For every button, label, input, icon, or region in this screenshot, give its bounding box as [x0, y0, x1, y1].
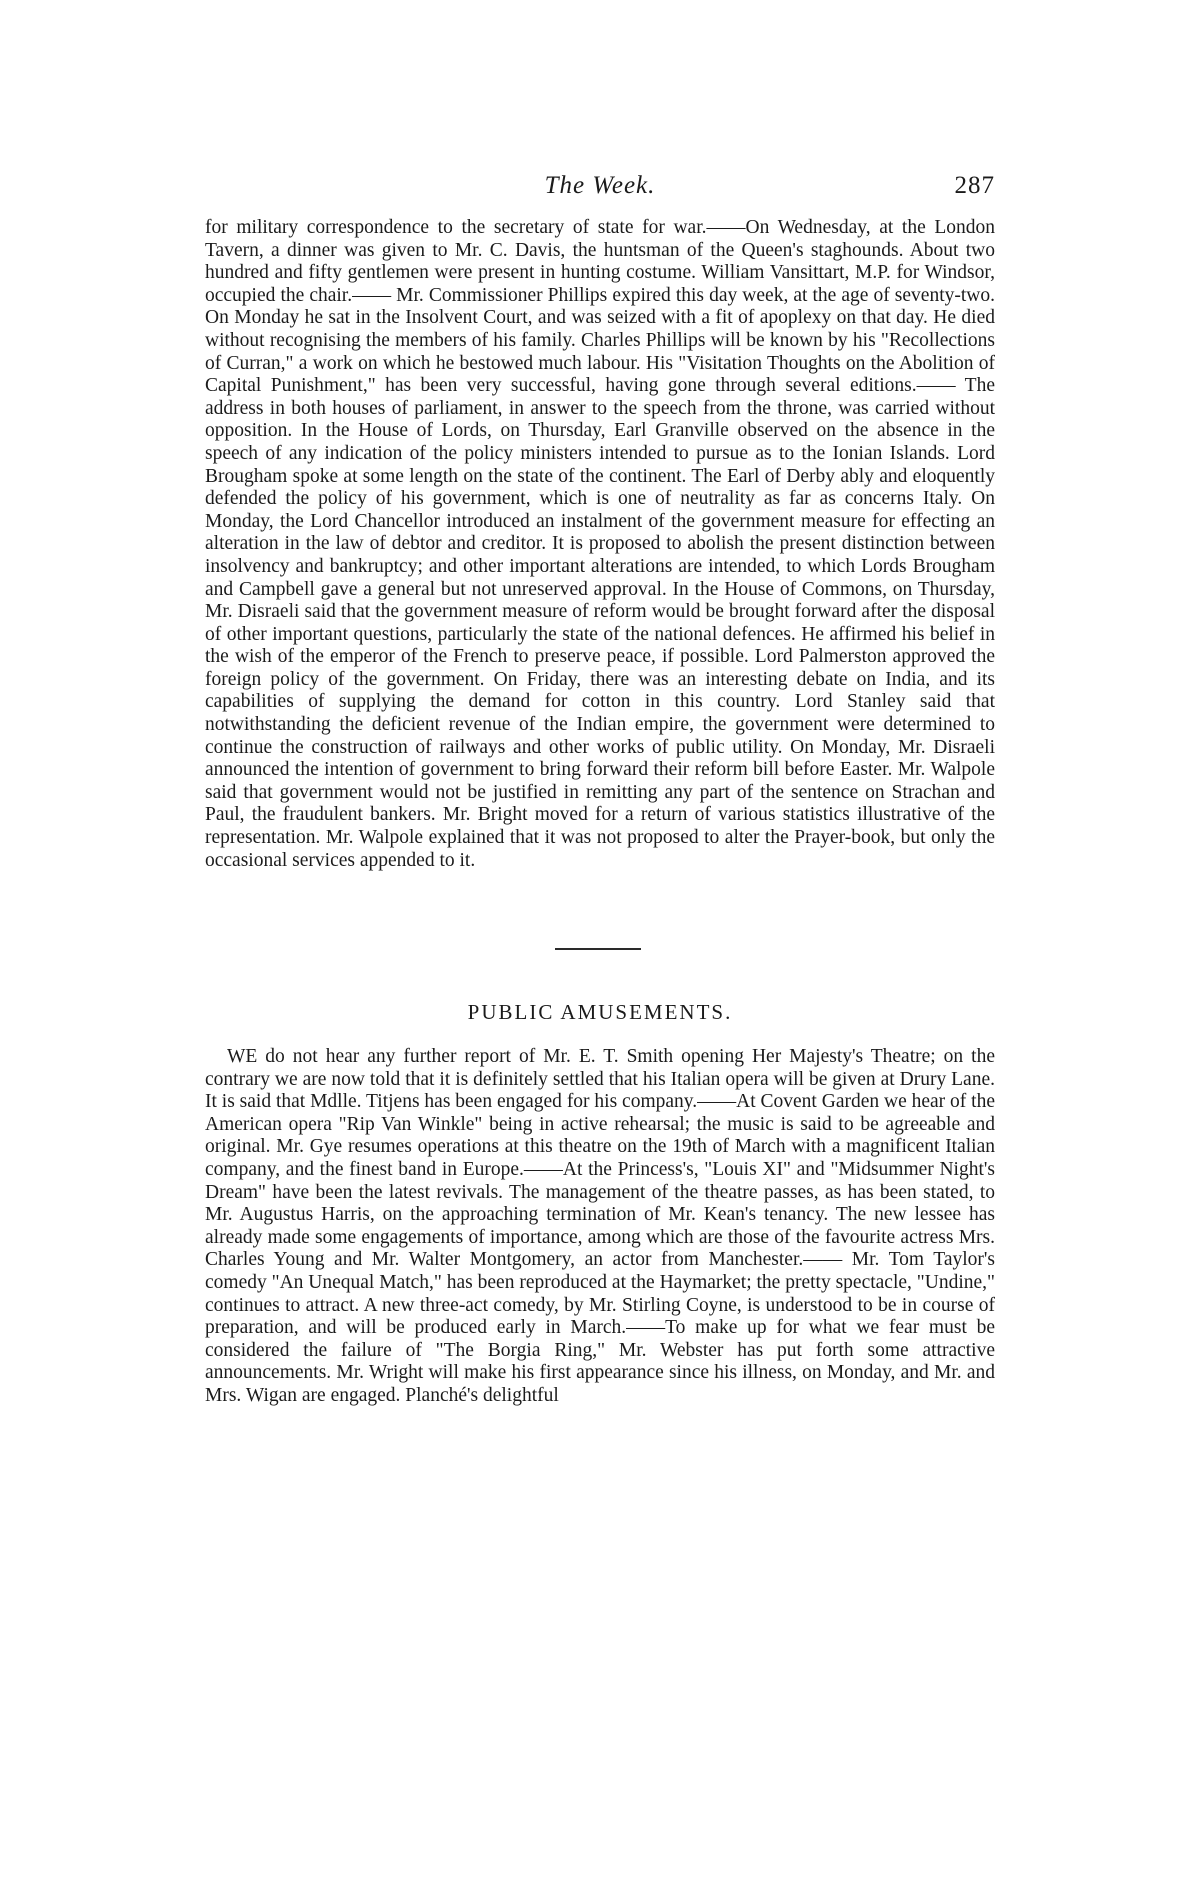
amusements-column	[205, 1046, 995, 1408]
section-divider-rule	[555, 948, 641, 950]
page-number: 287	[954, 172, 995, 199]
section-heading: PUBLIC AMUSEMENTS.	[467, 1000, 733, 1024]
week-column	[205, 217, 995, 872]
amusements-paragraph: WE do not hear any further report of Mr. E. T. Smith opening Her Majesty's Theatre; on the contrary we are now told that it is definitely settled that his Italian opera will be given at Drury Lane. It is said that Mdlle. Titjens has been engaged for his company.——At Covent Garden we hear of the American opera "Rip Van Winkle" being in active rehearsal; the music is said to be agreeable and original. Mr. Gye resumes operations at this theatre on the 19th of March with a magnificent Italian company, and the finest band in Europe.——At the Princess's, "Louis XI" and "Midsummer Night's Dream" have been the latest revivals. The management of the theatre passes, as has been stated, to Mr. Augustus Harris, on the approaching termination of Mr. Kean's tenancy. The new lessee has already made some engagements of importance, among which are those of the favourite actress Mrs. Charles Young and Mr. Walter Montgomery, an actor from Manchester.—— Mr. Tom Taylor's comedy "An Unequal Match," has been reproduced at the Haymarket; the pretty spectacle, "Undine," continues to attract. A new three-act comedy, by Mr. Stirling Coyne, is understood to be in course of preparation, and will be produced early in March.——To make up for what we fear must be considered the failure of "The Borgia Ring," Mr. Webster has put forth some attractive announcements. Mr. Wright will make his first appearance since his illness, on Monday, and Mr. and Mrs. Wigan are engaged. Planché's delightful	[205, 1046, 995, 1406]
week-paragraph: for military correspondence to the secretary of state for war.——On Wednesday, at the London Tavern, a dinner was given to Mr. C. Davis, the huntsman of the Queen's staghounds. About two hundred and fifty gentlemen were present in hunting costume. William Vansittart, M.P. for Windsor, occupied the chair.—— Mr. Commissioner Phillips expired this day week, at the age of seventy-two. On Monday he sat in the Insolvent Court, and was seized with a fit of apoplexy on that day. He died without recognising the members of his family. Charles Phillips will be known by his "Recollections of Curran," a work on which he bestowed much labour. His "Visitation Thoughts on the Abolition of Capital Punishment," has been very successful, having gone through several editions.—— The address in both houses of parliament, in answer to the speech from the throne, was carried without opposition. In the House of Lords, on Thursday, Earl Granville observed on the absence in the speech of any indication of the policy ministers intended to pursue as to the Ionian Islands. Lord Brougham spoke at some length on the state of the continent. The Earl of Derby ably and eloquently defended the policy of his government, which is one of neutrality as far as concerns Italy. On Monday, the Lord Chancellor introduced an instalment of the government measure for effecting an alteration in the law of debtor and creditor. It is proposed to abolish the present distinction between insolvency and bankruptcy; and other important alterations are intended, to which Lords Brougham and Campbell gave a general but not unreserved approval. In the House of Commons, on Thursday, Mr. Disraeli said that the government measure of reform would be brought forward after the disposal of other important questions, particularly the state of the national defences. He affirmed his belief in the wish of the emperor of the French to preserve peace, if possible. Lord Palmerston approved the foreign policy of the government. On Friday, there was an interesting debate on India, and its capabilities of supplying the demand for cotton in this country. Lord Stanley said that notwithstanding the deficient revenue of the Indian empire, the government were determined to continue the construction of railways and other works of public utility. On Monday, Mr. Disraeli announced the intention of government to bring forward their reform bill before Easter. Mr. Walpole said that government would not be justified in remitting any part of the sentence on Strachan and Paul, the fraudulent bankers. Mr. Bright moved for a return of various statistics illustrative of the representation. Mr. Walpole explained that it was not proposed to alter the Prayer-book, but only the occasional services appended to it.	[205, 217, 995, 871]
running-title: The Week.	[544, 172, 656, 199]
running-head	[205, 172, 995, 212]
